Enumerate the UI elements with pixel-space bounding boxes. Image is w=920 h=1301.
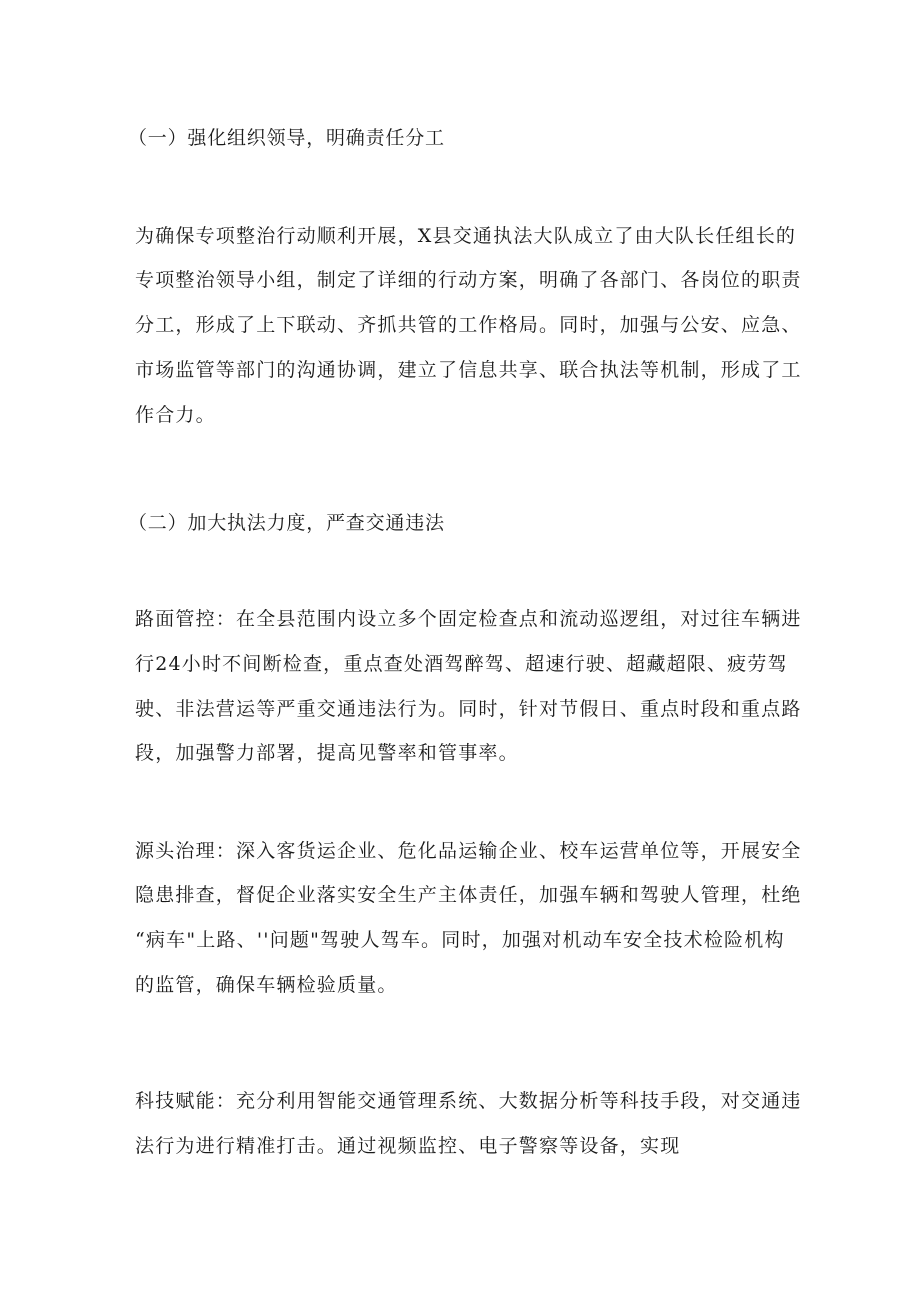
paragraph-line: 源头治理：深入客货运企业、危化品运输企业、校车运营单位等，开展安全 xyxy=(135,840,802,862)
paragraph-line: 为确保专项整治行动顺利开展，X县交通执法大队成立了由大队长任组长的 xyxy=(135,225,797,247)
paragraph-line: 科技赋能：充分利用智能交通管理系统、大数据分析等科技手段，对交通违 xyxy=(135,1090,802,1112)
section-heading-2: （二）加大执法力度，严查交通违法 xyxy=(128,512,445,534)
paragraph-line: 的监管，确保车辆检验质量。 xyxy=(135,974,398,996)
paragraph-line: 市场监管等部门的沟通协调，建立了信息共享、联合执法等机制，形成了工 xyxy=(135,359,802,381)
paragraph-line: “病车"上路、''问题"驾驶人驾车。同时，加强对机动车安全技术检险机构 xyxy=(135,929,785,951)
paragraph-line: 专项整治领导小组，制定了详细的行动方案，明确了各部门、各岗位的职责 xyxy=(135,269,802,291)
paragraph-line: 隐患排查，督促企业落实安全生产主体责任，加强车辆和驾驶人管理，杜绝 xyxy=(135,884,802,906)
paragraph-line: 段，加强警力部署，提高见警率和管事率。 xyxy=(135,742,519,764)
paragraph-line: 分工，形成了上下联动、齐抓共管的工作格局。同时，加强与公安、应急、 xyxy=(135,314,802,336)
paragraph-line: 驶、非法营运等严重交通违法行为。同时，针对节假日、重点时段和重点路 xyxy=(135,698,802,720)
paragraph-line: 行24小时不间断检查，重点查处酒驾醉驾、超速行驶、超藏超限、疲劳驾 xyxy=(135,653,788,675)
paragraph-line: 作合力。 xyxy=(135,404,216,426)
section-heading-1: （一）强化组织领导，明确责任分工 xyxy=(128,127,445,149)
paragraph-line: 路面管控：在全县范围内设立多个固定检查点和流动巡逻组，对过往车辆进 xyxy=(135,608,802,630)
paragraph-line: 法行为进行精准打击。通过视频监控、电子警察等设备，实现 xyxy=(135,1135,681,1157)
